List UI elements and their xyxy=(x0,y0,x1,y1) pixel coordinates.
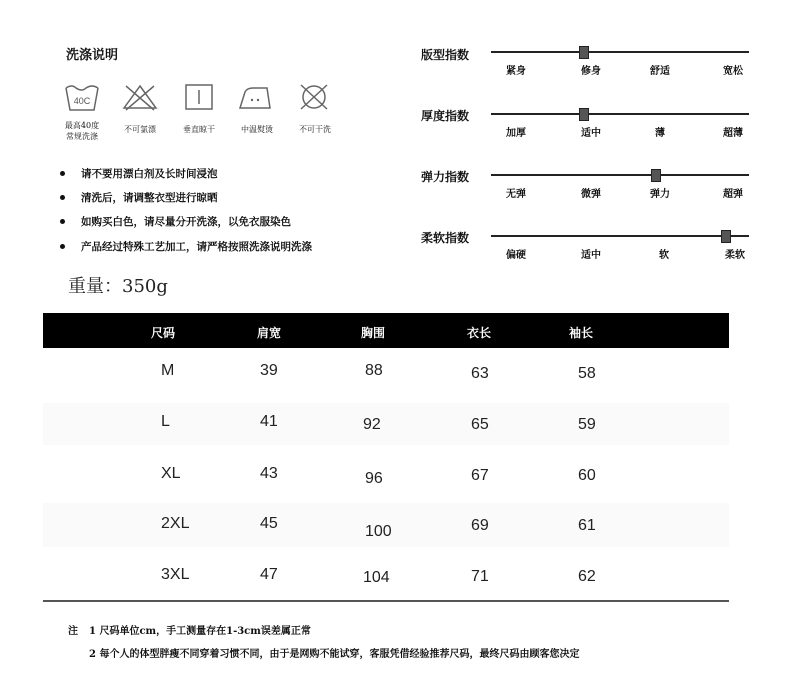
no-bleach-icon xyxy=(122,82,158,112)
index-scale-line xyxy=(491,235,749,237)
iron-caption: 中温熨烫 xyxy=(241,125,273,134)
wash-40c-icon xyxy=(64,82,100,112)
hang-dry-caption: 垂直晾干 xyxy=(183,125,215,134)
cell-size: L xyxy=(161,413,170,430)
index-label: 微弹 xyxy=(581,189,601,200)
no-dry-clean-caption: 不可干洗 xyxy=(299,125,331,134)
note-line-2: 2 每个人的体型胖瘦不同穿着习惯不同，由于是网购不能试穿，客服凭借经验推荐尺码，最终尺码由顾客您决定 xyxy=(89,649,580,660)
header-sleeve: 袖长 xyxy=(569,326,594,340)
header-length: 衣长 xyxy=(467,326,492,340)
bullet-dot xyxy=(60,171,65,176)
index-label: 宽松 xyxy=(723,66,743,77)
wash-bullet: 清洗后，请调整衣型进行晾晒 xyxy=(60,190,218,205)
wash-bullet: 请不要用漂白剂及长时间浸泡 xyxy=(60,166,218,181)
cell-length: 63 xyxy=(471,365,489,382)
no-dry-clean-icon xyxy=(296,82,332,112)
index-label: 柔软 xyxy=(725,250,745,261)
cell-sleeve: 62 xyxy=(578,568,596,585)
iron-medium-icon xyxy=(237,82,273,112)
index-title: 厚度指数 xyxy=(421,109,470,123)
index-marker xyxy=(579,108,589,121)
cell-sleeve: 61 xyxy=(578,517,596,534)
cell-sleeve: 60 xyxy=(578,467,596,484)
no-bleach-caption: 不可氯漂 xyxy=(124,125,156,134)
cell-shoulder: 39 xyxy=(260,362,278,379)
index-scale-line xyxy=(491,113,749,115)
row-band xyxy=(43,403,729,445)
cell-chest: 96 xyxy=(365,470,383,487)
cell-shoulder: 45 xyxy=(260,515,278,532)
cell-length: 67 xyxy=(471,467,489,484)
cell-chest: 88 xyxy=(365,362,383,379)
index-title: 版型指数 xyxy=(421,48,470,62)
wash-bullet: 产品经过特殊工艺加工，请严格按照洗涤说明洗涤 xyxy=(60,239,312,254)
index-label: 加厚 xyxy=(506,128,526,139)
bullet-dot xyxy=(60,244,65,249)
wash-instructions-title: 洗涤说明 xyxy=(66,48,119,63)
wash-caption: 最高40度 常规洗涤 xyxy=(64,121,100,141)
cell-shoulder: 43 xyxy=(260,465,278,482)
index-scale-line xyxy=(491,174,749,176)
index-label: 超薄 xyxy=(723,128,743,139)
index-label: 舒适 xyxy=(650,66,670,77)
index-label: 紧身 xyxy=(506,66,526,77)
index-label: 薄 xyxy=(655,128,665,139)
cell-size: XL xyxy=(161,465,181,482)
cell-length: 71 xyxy=(471,568,489,585)
weight-text: 重量：350g xyxy=(68,276,168,297)
index-label: 弹力 xyxy=(650,189,670,200)
cell-sleeve: 59 xyxy=(578,416,596,433)
bullet-dot xyxy=(60,219,65,224)
cell-chest: 104 xyxy=(363,569,390,586)
note-line-1: 1 尺码单位cm，手工测量存在1-3cm误差属正常 xyxy=(89,626,311,637)
cell-shoulder: 47 xyxy=(260,566,278,583)
wash-temp-text: 40C xyxy=(73,96,91,106)
index-marker xyxy=(579,46,589,59)
header-size: 尺码 xyxy=(151,326,176,340)
index-label: 修身 xyxy=(581,66,601,77)
size-table-header xyxy=(43,313,729,348)
cell-length: 69 xyxy=(471,517,489,534)
index-title: 柔软指数 xyxy=(421,231,470,245)
index-label: 适中 xyxy=(581,128,601,139)
index-label: 超弹 xyxy=(723,189,743,200)
cell-sleeve: 58 xyxy=(578,365,596,382)
header-shoulder: 肩宽 xyxy=(257,326,282,340)
index-label: 适中 xyxy=(581,250,601,261)
note-prefix: 注 xyxy=(68,626,78,637)
cell-chest: 100 xyxy=(365,523,392,540)
table-bottom-rule xyxy=(43,600,729,602)
index-label: 偏硬 xyxy=(506,250,526,261)
bullet-dot xyxy=(60,195,65,200)
hang-dry-icon xyxy=(181,82,217,112)
index-marker xyxy=(651,169,661,182)
cell-size: 2XL xyxy=(161,515,190,532)
cell-chest: 92 xyxy=(363,416,381,433)
cell-length: 65 xyxy=(471,416,489,433)
cell-size: 3XL xyxy=(161,566,190,583)
index-scale-line xyxy=(491,51,749,53)
index-marker xyxy=(721,230,731,243)
cell-shoulder: 41 xyxy=(260,413,278,430)
index-title: 弹力指数 xyxy=(421,170,470,184)
index-label: 软 xyxy=(659,250,669,261)
cell-size: M xyxy=(161,362,175,379)
header-chest: 胸围 xyxy=(361,326,386,340)
index-label: 无弹 xyxy=(506,189,526,200)
wash-bullet: 如购买白色，请尽量分开洗涤，以免衣服染色 xyxy=(60,214,291,229)
